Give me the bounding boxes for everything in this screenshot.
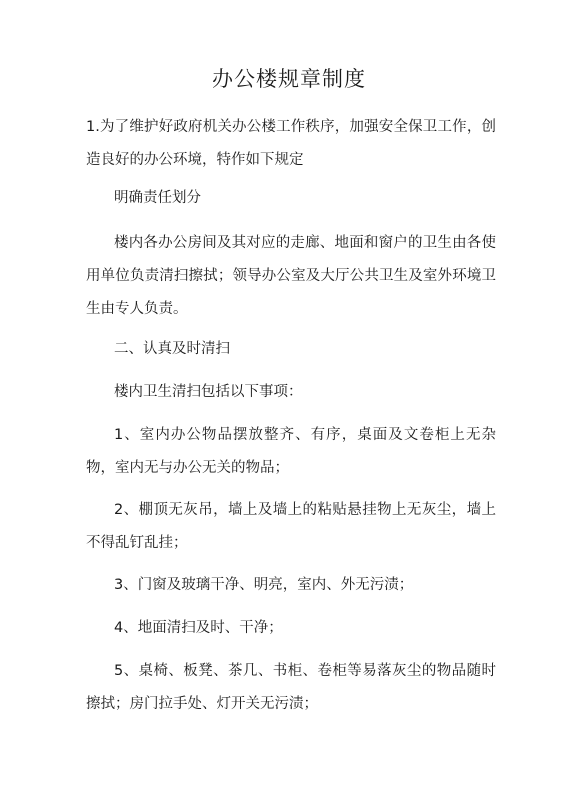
paragraph-item-4: 4、地面清扫及时、干净； <box>114 620 283 636</box>
paragraph-cleaning-intro: 楼内卫生清扫包括以下事项： <box>114 384 303 400</box>
paragraph-item-2: 2、棚顶无灰吊，墙上及墙上的粘贴悬挂物上无灰尘，墙上不得乱钉乱挂； <box>86 502 496 551</box>
paragraph-section-heading-1: 明确责任划分 <box>114 190 201 206</box>
paragraph-item-1: 1、室内办公物品摆放整齐、有序，桌面及文卷柜上无杂物，室内无与办公无关的物品； <box>86 427 496 476</box>
document-title: 办公楼规章制度 <box>212 67 366 91</box>
paragraph-item-5: 5、桌椅、板凳、茶几、书柜、卷柜等易落灰尘的物品随时擦拭；房门拉手处、灯开关无污渍； <box>86 663 496 712</box>
paragraph-section-heading-2: 二、认真及时清扫 <box>114 341 230 357</box>
paragraph-item-3: 3、门窗及玻璃干净、明亮，室内、外无污渍； <box>114 577 414 593</box>
paragraph-intro: 1.为了维护好政府机关办公楼工作秩序，加强安全保卫工作，创造良好的办公环境，特作如下规定 <box>86 119 496 168</box>
paragraph-responsibility: 楼内各办公房间及其对应的走廊、地面和窗户的卫生由各使用单位负责清扫擦拭；领导办公室及大厅公共卫生及室外环境卫生由专人负责。 <box>86 235 496 317</box>
